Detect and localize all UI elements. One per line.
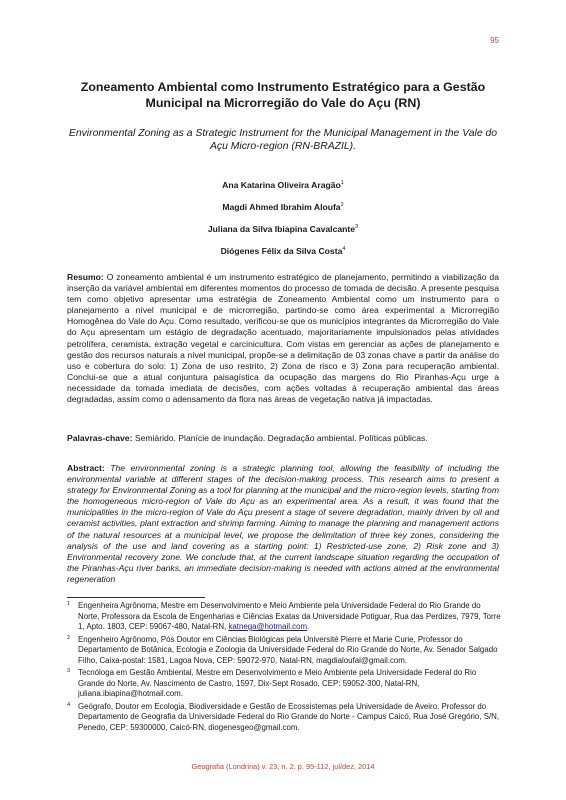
article-title: Zoneamento Ambiental como Instrumento Estratégico para a Gestão Municipal na Microrregião do Vale do Açu (RN) — [80, 80, 486, 110]
footnote-mark: 1 — [67, 601, 71, 607]
footnote-mark: 3 — [67, 668, 71, 674]
keywords-text: Semiárido. Planície de inundação. Degradação ambiental. Políticas públicas. — [134, 433, 428, 443]
footnote-2 — [67, 635, 503, 667]
abstract-text: The environmental zoning is a strategic planning tool, allowing the feasibility of including the environmental variable at different stages of the decision-making process. This research aims to present a strategy for Environmental Zoning as a tool for planning at the municipal and the micro-region levels, starting from the homogeneous micro-region of Vale do Açu as an experimental area. As a result, it was found that the municipalities in the micro-region of Vale do Açu present a stage of severe degradation, mainly driven by oil and ceramist activities, plant extraction and shrimp farming. Aiming to manage the planning and management actions of the natural resources at a municipal level, we propose the delimitation of three key zones, considering the analysis of the use and land covering as a starting point: 1) Restricted-use zone, 2) Risk zone and 3) Environmental recovery zone. We conclude that, at the current landscape situation regarding the occupation of the Piranhas-Açu river banks, an immediate decision-making is needed with actions aimed at the environmental regeneration — [67, 463, 500, 584]
author-footnote-mark: 1 — [340, 180, 344, 186]
footnote-text: Engenheira Agrônoma, Mestre em Desenvolvimento e Meio Ambiente pela Universidade Federal do Rio Grande do Norte, Professora da Escola de Engenharias e Ciências Exatas da Universidade Potiguar, Rua das Perdizes, 7979, Torre 1, Apto. 1803, CEP: 59067-480, Natal-RN, — [78, 601, 501, 631]
abstract-label: Abstract: — [67, 463, 105, 473]
author-name: Magdi Ahmed Ibrahim Aloufa — [222, 201, 341, 212]
author-4 — [60, 244, 506, 266]
page-number: 95 — [490, 36, 499, 45]
footnote-1 — [67, 601, 503, 633]
footnote-divider — [67, 597, 205, 598]
footnote-mark: 2 — [67, 634, 71, 641]
footnote-text: Geógrafo, Doutor em Ecologia, Biodiversidade e Gestão de Ecossistemas pela Universidade de Aveiro, Professor do Departamento de Geografia da Universidade Federal do Rio Grande do Norte - Campus Caicó, Rua José Gregório, S/N, Penedo, CEP: 59300000, Caicó-RN, diogenesgeo@gmail.com. — [78, 701, 500, 732]
footnote-text-end: . — [307, 622, 310, 631]
author-2 — [60, 200, 506, 222]
footnote-text: Tecnóloga em Gestão Ambiental, Mestre em Desenvolvimento e Meio Ambiente pela Universidade Federal do Rio Grande do Norte, Av. Nascimento de Castro, 1597, Dix-Sept Rosado, CEP: 59052-300, Natal-RN, juliana.ibiapina@hotmail.com. — [78, 668, 477, 698]
author-footnote-mark: 2 — [340, 202, 344, 208]
author-footnote-mark: 3 — [355, 224, 359, 230]
email-link[interactable]: katnega@hotmail.com — [228, 622, 308, 631]
footnote-3 — [67, 668, 503, 700]
author-3 — [60, 222, 506, 244]
author-footnote-mark: 4 — [342, 246, 346, 252]
keywords-label: Palavras-chave: — [67, 433, 133, 443]
keywords-paragraph — [67, 433, 499, 444]
footnotes — [67, 601, 503, 735]
author-1 — [60, 178, 506, 200]
abstract-paragraph — [67, 463, 499, 585]
author-name: Ana Katarina Oliveira Aragão — [222, 179, 341, 190]
footnote-text: Engenheiro Agrônomo, Pós Doutor em Ciências Biológicas pela Université Pierre et Marie Curie, Professor do Departamento de Botânica, Ecologia e Zoologia da Universidade Federal do Rio Grande do Norte, Av. Senador Salgado Filho, Caixa-postal: 1581, Lagoa Nova, CEP: 59072-970, Natal-RN, magdialoufal@gmail.com. — [78, 634, 498, 665]
journal-citation-footer: Geografia (Londrina) v. 23, n. 2. p. 95-112, jul/dez, 2014 — [191, 762, 375, 771]
author-name: Diógenes Félix da Silva Costa — [220, 245, 343, 256]
author-name: Juliana da Silva Ibiapina Cavalcante — [207, 223, 356, 234]
footnote-4 — [67, 702, 503, 734]
article-subtitle: Environmental Zoning as a Strategic Instrument for the Municipal Management in the Vale do Açu Micro-region (RN-BRAZIL). — [68, 128, 498, 152]
footnote-mark: 4 — [67, 701, 71, 708]
resumo-text: O zoneamento ambiental é um instrumento estratégico de planejamento, permitindo a viabilização da inserção da variável ambiental em diferentes momentos do processo de tomada de decisão. A presente pesquisa tem como objetivo apresentar uma estratégia de Zoneamento Ambiental como um instrumento para o planejamento a nível municipal e de microrregião, partindo-se como área experimental a Microrregião Homogênea do Vale do Açu. Como resultado, verificou-se que os municípios integrantes da Microrregião do Vale do Açu apresentam um estágio de degradação acentuado, majoritariamente impulsionados pelas atividades petrolífera, ceramista, extração vegetal e carcinicultura. Com vistas em gerenciar as ações de planejamento e gestão dos recursos naturais a nível municipal, propõe-se a delimitação de 03 zonas chave a partir da análise do uso e cobertura do solo: 1) Zona de uso restrito, 2) Zona de risco e 3) Zona para recuperação ambiental. Conclui-se que a atual conjuntura paisagística da ocupação das margens do Rio Piranhas-Açu urge a necessidade da tomada imediata de decisões, com ações voltadas à recuperação ambiental das áreas degradadas, assim como o adensamento da flora nas áreas de vegetação nativa já impactadas. — [67, 272, 499, 405]
author-list — [60, 178, 506, 266]
resumo-paragraph — [67, 272, 499, 405]
resumo-label: Resumo: — [67, 272, 104, 282]
